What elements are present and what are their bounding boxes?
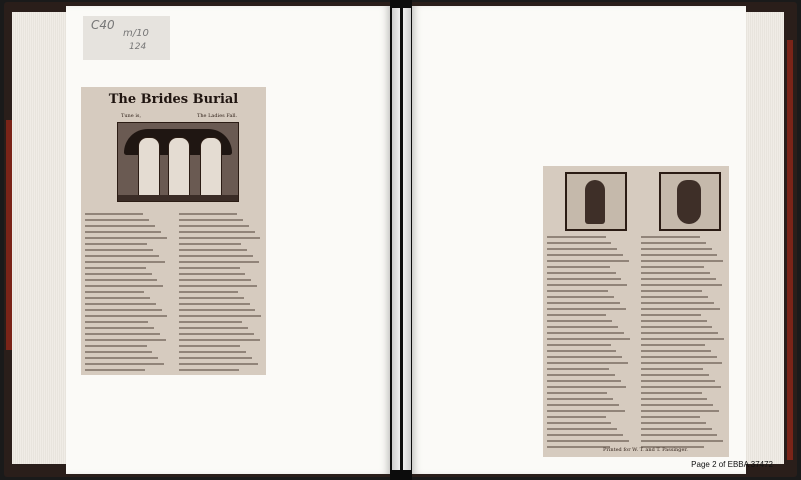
text-line — [85, 267, 146, 269]
text-line — [179, 261, 259, 263]
text-line — [641, 398, 707, 400]
ballad-text-columns — [85, 209, 262, 371]
text-line — [547, 440, 629, 442]
text-line — [179, 237, 261, 239]
text-line — [641, 416, 700, 418]
page-caption: Page 2 of EBBA 37472 — [691, 460, 773, 469]
text-line — [547, 434, 623, 436]
text-line — [85, 213, 143, 215]
text-line — [547, 308, 626, 310]
text-line — [547, 344, 611, 346]
slip-line-3: 124 — [129, 42, 147, 52]
text-line — [547, 338, 630, 340]
text-line — [179, 249, 247, 251]
text-line — [641, 302, 714, 304]
text-line — [547, 380, 621, 382]
text-line — [641, 248, 711, 250]
text-line — [179, 345, 241, 347]
printer-imprint: Printed for W. T. and T. Passinger. — [603, 447, 688, 453]
ballad-text-column-right — [179, 209, 262, 371]
text-line — [547, 362, 628, 364]
text-line — [85, 321, 148, 323]
page-edges-right — [746, 12, 784, 464]
text-line — [85, 297, 150, 299]
woodcut-figure — [168, 137, 190, 199]
text-line — [85, 345, 147, 347]
woodcut-man-illustration — [565, 172, 627, 231]
ballad-text-columns — [547, 232, 725, 453]
ballad-sheet-right — [543, 166, 729, 457]
text-line — [85, 261, 165, 263]
cover-edge-right — [787, 40, 793, 460]
ballad-text-column-left — [547, 232, 631, 453]
text-line — [641, 278, 715, 280]
text-line — [179, 285, 257, 287]
text-line — [641, 284, 721, 286]
text-line — [641, 356, 716, 358]
text-line — [547, 236, 606, 238]
text-line — [179, 279, 251, 281]
text-line — [179, 243, 241, 245]
text-line — [641, 350, 710, 352]
text-line — [641, 242, 705, 244]
gutter-page-edge-right — [403, 8, 411, 470]
text-line — [85, 285, 163, 287]
text-line — [641, 404, 713, 406]
text-line — [641, 386, 720, 388]
text-line — [85, 369, 145, 371]
catalog-label-slip — [83, 16, 170, 60]
text-line — [547, 284, 627, 286]
tune-name: The Ladies Fall. — [197, 113, 238, 119]
page-edges-left — [12, 12, 68, 464]
text-line — [641, 434, 717, 436]
text-line — [641, 236, 700, 238]
text-line — [85, 225, 155, 227]
text-line — [85, 357, 158, 359]
text-line — [85, 273, 152, 275]
woodcut-figure — [200, 137, 222, 199]
text-line — [547, 422, 611, 424]
woodcut-man-figure — [585, 180, 605, 224]
text-line — [547, 368, 609, 370]
text-line — [641, 254, 717, 256]
ballad-sheet-left — [81, 87, 266, 375]
ballad-text-column-left — [85, 209, 168, 371]
text-line — [85, 363, 164, 365]
text-line — [85, 333, 160, 335]
text-line — [547, 410, 625, 412]
text-line — [85, 243, 147, 245]
text-line — [641, 308, 720, 310]
text-line — [641, 344, 705, 346]
text-line — [547, 254, 623, 256]
text-line — [547, 398, 613, 400]
slip-line-2: m/10 — [123, 28, 149, 39]
text-line — [547, 416, 606, 418]
text-line — [641, 290, 702, 292]
woodcut-woman-illustration — [659, 172, 721, 231]
text-line — [547, 272, 616, 274]
slip-line-1: C40 — [91, 18, 115, 32]
text-line — [85, 219, 149, 221]
text-line — [85, 327, 154, 329]
text-line — [179, 213, 237, 215]
text-line — [179, 363, 258, 365]
text-line — [547, 404, 619, 406]
text-line — [547, 266, 610, 268]
text-line — [547, 320, 612, 322]
woodcut-woman-figure — [677, 180, 701, 224]
text-line — [641, 392, 701, 394]
text-line — [641, 428, 711, 430]
text-line — [547, 350, 616, 352]
text-line — [641, 332, 718, 334]
text-line — [547, 428, 617, 430]
text-line — [641, 380, 715, 382]
text-line — [179, 315, 261, 317]
text-line — [641, 326, 712, 328]
text-line — [85, 291, 144, 293]
text-line — [85, 315, 167, 317]
woodcut-ground — [118, 195, 238, 201]
text-line — [179, 303, 250, 305]
text-line — [547, 332, 624, 334]
text-line — [179, 255, 253, 257]
text-line — [641, 272, 710, 274]
text-line — [179, 267, 240, 269]
text-line — [641, 338, 724, 340]
text-line — [85, 339, 166, 341]
text-line — [641, 422, 705, 424]
text-line — [179, 321, 242, 323]
text-line — [179, 273, 246, 275]
tune-label: Tune is, — [121, 113, 142, 119]
text-line — [85, 303, 156, 305]
text-line — [641, 374, 709, 376]
text-line — [179, 297, 244, 299]
text-line — [547, 296, 614, 298]
text-line — [179, 369, 239, 371]
text-line — [547, 392, 607, 394]
text-line — [179, 309, 256, 311]
text-line — [85, 249, 153, 251]
text-line — [179, 327, 248, 329]
text-line — [547, 386, 626, 388]
text-line — [547, 248, 617, 250]
text-line — [641, 314, 700, 316]
ballad-title: The Brides Burial — [108, 92, 239, 107]
text-line — [547, 314, 606, 316]
text-line — [85, 309, 162, 311]
text-line — [547, 260, 629, 262]
ballad-text-column-right — [641, 232, 725, 453]
text-line — [641, 260, 723, 262]
text-line — [641, 368, 703, 370]
text-line — [547, 326, 618, 328]
gutter-page-edge-left — [392, 8, 400, 470]
woodcut-figure — [138, 137, 160, 199]
text-line — [85, 351, 152, 353]
text-line — [85, 279, 157, 281]
text-line — [547, 242, 611, 244]
text-line — [641, 362, 722, 364]
text-line — [641, 320, 706, 322]
text-line — [641, 440, 723, 442]
text-line — [547, 302, 620, 304]
woodcut-funeral-illustration — [117, 122, 239, 202]
text-line — [85, 237, 167, 239]
text-line — [179, 357, 252, 359]
text-line — [547, 356, 622, 358]
text-line — [641, 410, 719, 412]
text-line — [85, 255, 159, 257]
text-line — [179, 225, 249, 227]
text-line — [179, 333, 254, 335]
text-line — [179, 339, 260, 341]
text-line — [641, 296, 708, 298]
text-line — [547, 290, 608, 292]
text-line — [179, 291, 238, 293]
text-line — [85, 231, 161, 233]
text-line — [547, 374, 615, 376]
text-line — [547, 446, 610, 448]
text-line — [179, 351, 246, 353]
text-line — [179, 219, 243, 221]
text-line — [641, 266, 704, 268]
text-line — [179, 231, 255, 233]
text-line — [547, 278, 621, 280]
